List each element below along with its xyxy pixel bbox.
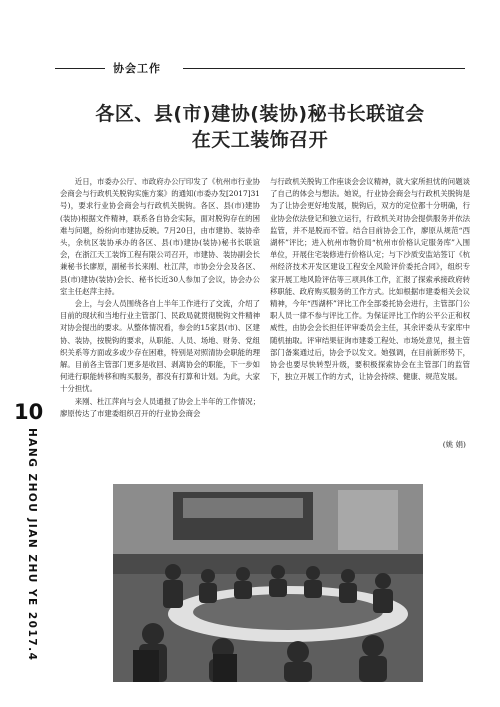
meeting-photo bbox=[113, 484, 423, 682]
author-credit: (姚 娟) bbox=[442, 440, 466, 449]
article-title bbox=[50, 101, 470, 153]
title-line-2: 在天工装饰召开 bbox=[191, 129, 329, 151]
header-rule-right bbox=[183, 68, 465, 69]
magazine-name-vertical: HANG ZHOU JIAN ZHU YE 2017.4 bbox=[26, 428, 38, 662]
meeting-photo-icon bbox=[113, 484, 423, 682]
text-column-right bbox=[270, 176, 470, 383]
paragraph-2: 会上，与会人员围绕各自上半年工作进行了交流，介绍了目前的现状和当地行业主管部门、民政局就贯彻脱钩文件精神对协会提出的要求。从整体情况看，参会的15家县(市)、区建协、装协，按脱钩的要求，从职能、人员、场地、财务、党组织关系等方面或多或少存在困难，特别是对照清协会职能的理解。目前各主管部门更多是收回、剥离协会的职能，下一步如何进行职能转移和购买服务，都没有打算和计划。为此，大家十分担忧。 bbox=[60, 299, 260, 394]
paragraph-3-start: 来刚、杜江萍向与会人员通报了协会上半年的工作情况；廖原传达了市建委组织召开的行业协会商会 bbox=[60, 396, 260, 418]
title-line-1: 各区、县(市)建协(装协)秘书长联谊会 bbox=[95, 103, 425, 125]
page-number: 10 bbox=[14, 400, 44, 424]
text-column-left bbox=[60, 176, 260, 420]
section-header bbox=[55, 58, 465, 78]
paragraph-3-continued: 与行政机关脱钩工作座谈会会议精神，就大家所担忧的问题谈了自己的体会与想法。她说，行业协会商会与行政机关脱钩是为了让协会更好地发展，脱钩后，双方的定位都十分明确，行业协会依法登记和独立运行，行政机关对协会提供服务并依法监管，并不是脱而不管。结合目前协会工作，廖原从规范“西湖杯”评比；进入杭州市物价局“杭州市价格认定服务库”入围单位，开展住宅装修进行价格认定；与下沙质安监站签订《杭州经济技术开发区建设工程安全风险评价委托合同》，组织专家开展工地风险评估等三项具体工作，汇报了探索承接政府转移职能、政府购买服务的工作方式。比如根据市建委相关会议精神，今年“西湖杯”评比工作全部委托协会进行，主管部门公职人员一律不参与评比工作。为保证评比工作的公平公正和权威性，由协会会长担任评审委员会主任，其余评委从专家库中随机抽取。评审结果征询市建委工程处、市场处意见，报主管部门备案通过后，协会予以发文。她强调，在目前新形势下，协会也要尽快转型升级，要积极探索协会在主管部门的监管下，独立开展工作的方式，让协会持续、健康、规范发展。 bbox=[270, 177, 470, 382]
section-label: 协会工作 bbox=[113, 62, 161, 75]
paragraph-1: 近日，市委办公厅、市政府办公厅印发了《杭州市行业协会商会与行政机关脱钩实施方案》的通知(市委办发[2017]31号)，要求行业协会商会与行政机关脱钩。各区、县(市)建协(装协)根据文件精神，联系各自协会实际，面对脱钩存在的困难与问题，纷纷向市建协反映。7月20日，由市建协、装协牵头，余杭区装协承办的各区、县(市)建协(装协)秘书长联谊会，在浙江天工装饰工程有限公司召开，市建协、装协副会长兼秘书长廖原，副秘书长来刚、杜江萍，市协会分会及各区、县(市)建协(装协)会长、秘书长近30人参加了会议，协会办公室主任赵萍主持。 bbox=[60, 177, 260, 296]
header-rule-left bbox=[55, 68, 105, 69]
